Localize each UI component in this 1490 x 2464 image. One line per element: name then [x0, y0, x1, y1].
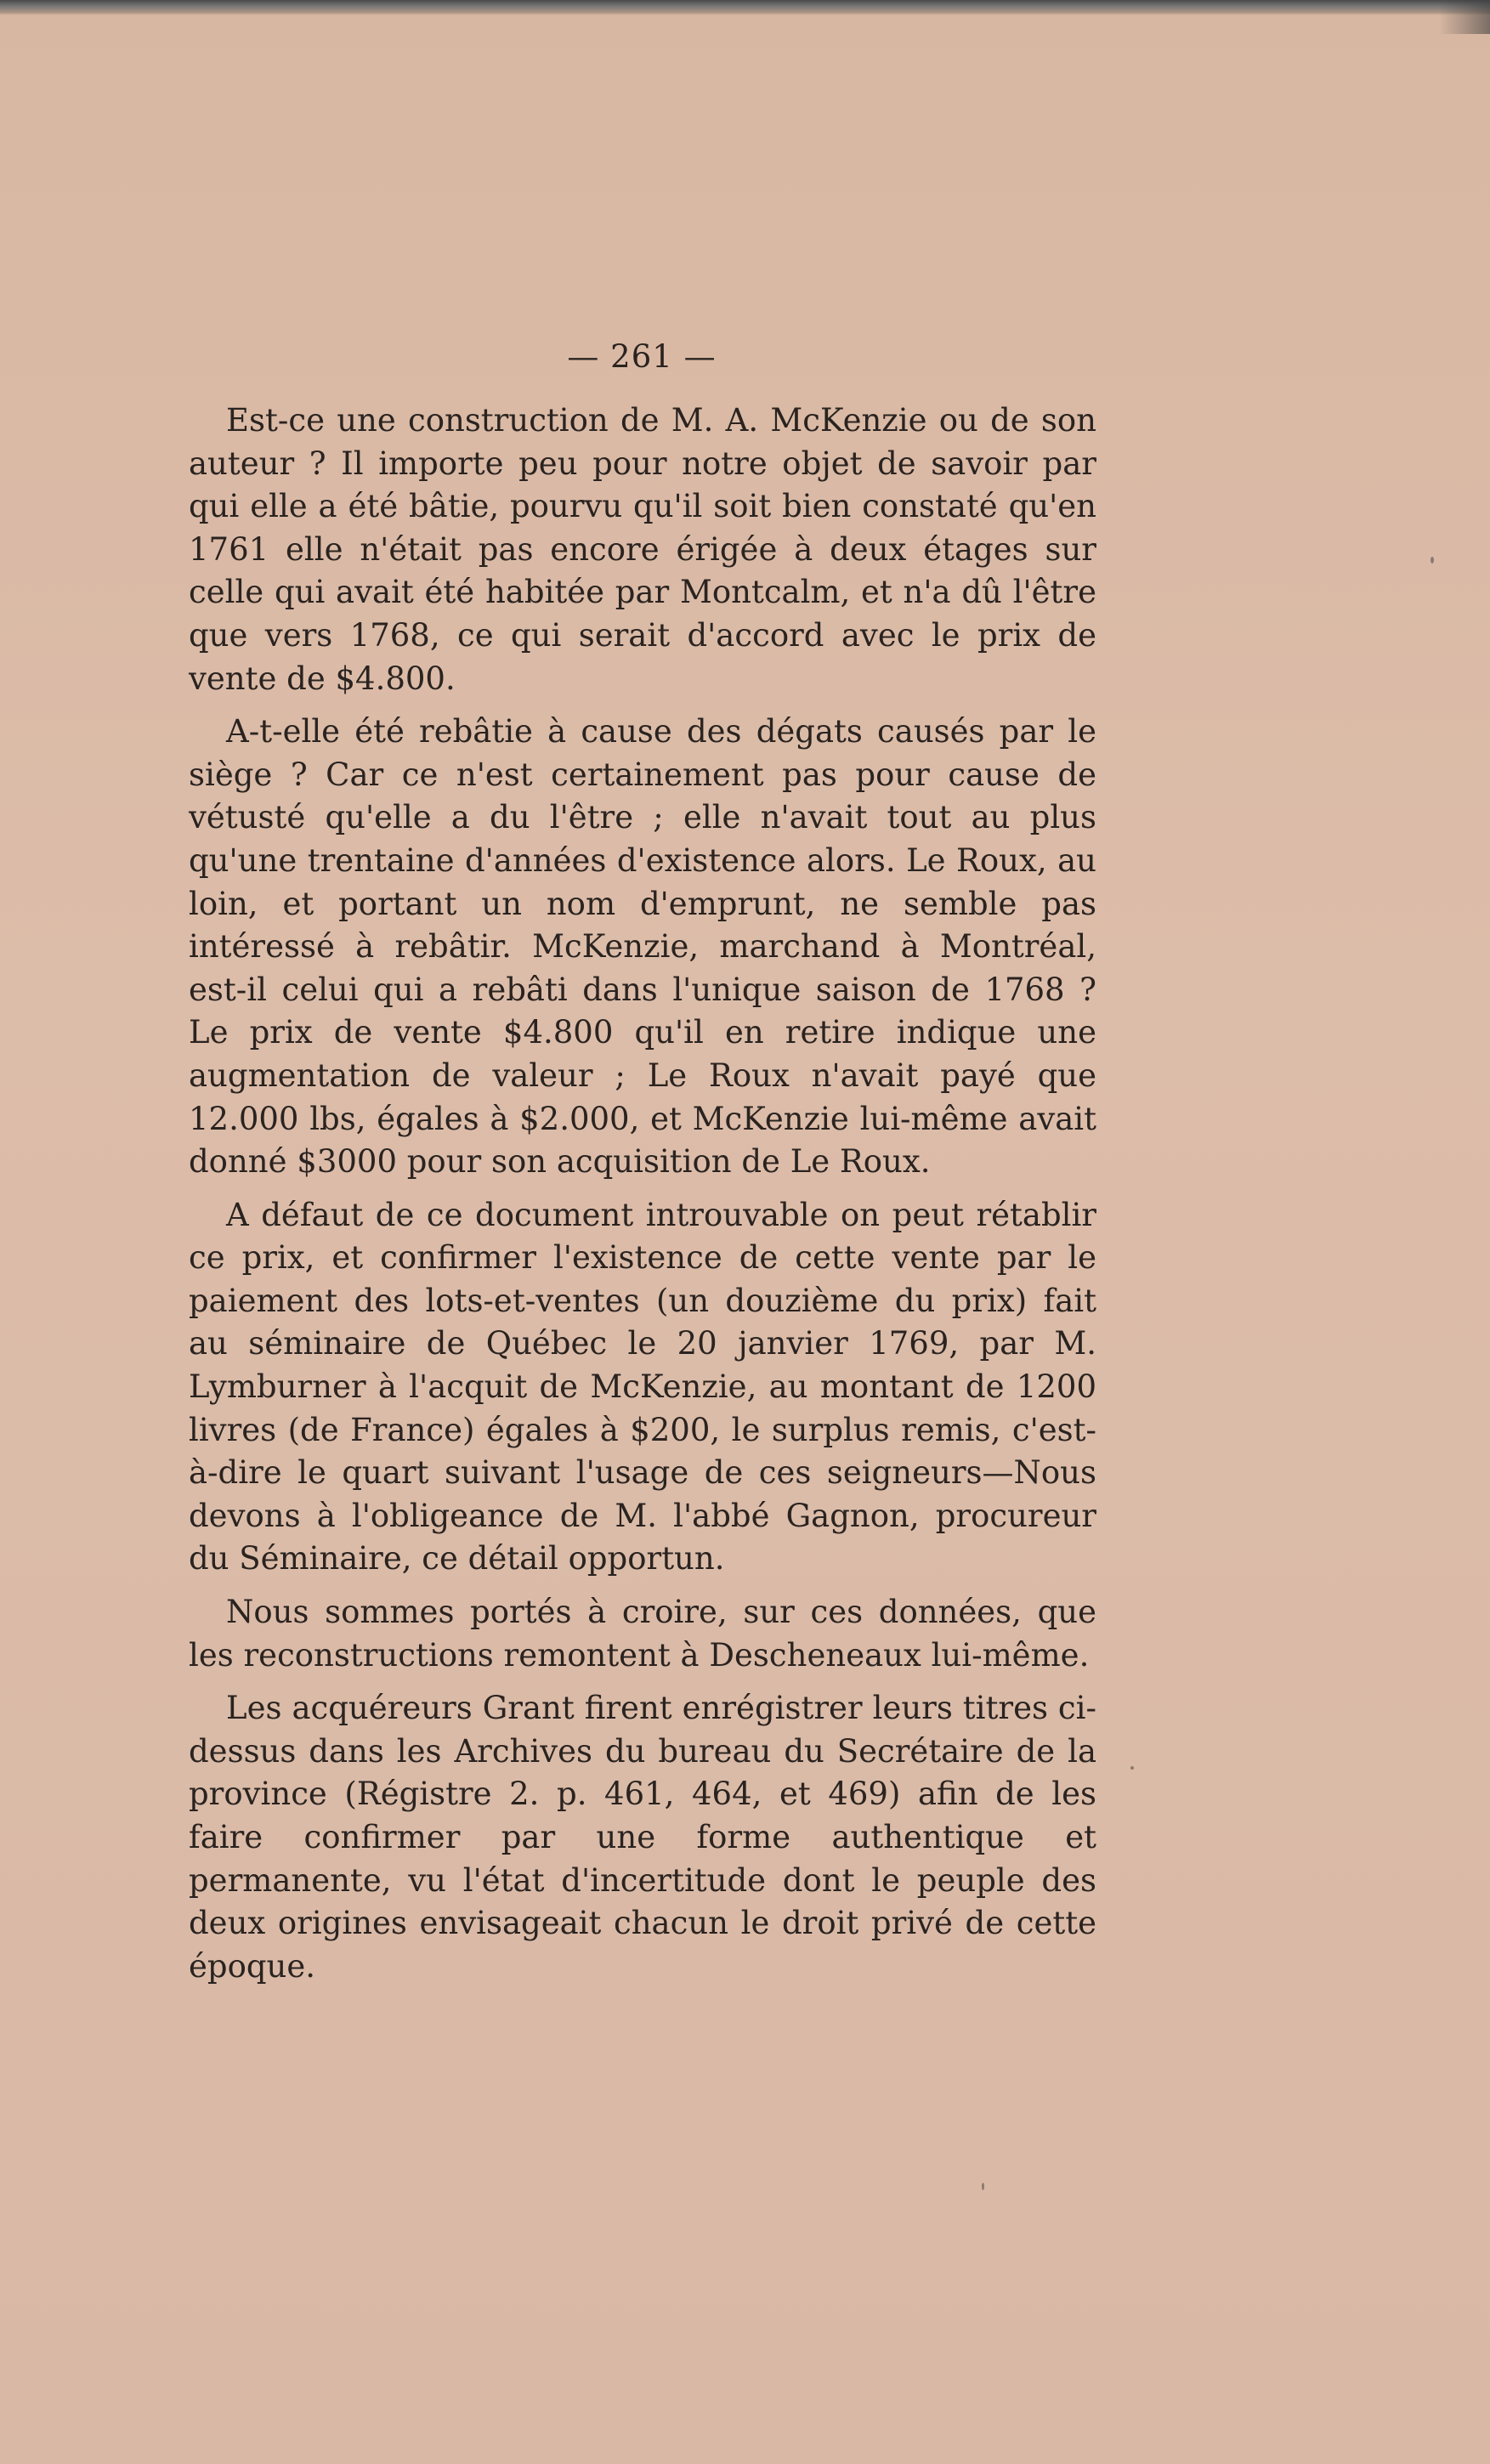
paper-speck: [1130, 1766, 1134, 1770]
paragraph-1: Est-ce une construction de M. A. McKenzie ou de son auteur ? Il importe peu pour notre objet de savoir par qui elle a été bâtie, pourvu qu'il soit bien constaté qu'en 1761 elle n'était pas encore érigée à deux étages sur celle qui avait été habitée par Montcalm, et n'a dû l'être que vers 1768, ce qui serait d'accord avec le prix de vente de $4.800.: [189, 402, 1096, 697]
page-number: — 261 —: [567, 338, 717, 375]
paragraph-2: A-t-elle été rebâtie à cause des dégats causés par le siège ? Car ce n'est certainement pas pour cause de vétusté qu'elle a du l'être ; elle n'avait tout au plus qu'une trentaine d'années d'existence alors. Le Roux, au loin, et portant un nom d'emprunt, ne semble pas intéressé à rebâtir. McKenzie, marchand à Montréal, est-il celui qui a rebâti dans l'unique saison de 1768 ? Le prix de vente $4.800 qu'il en retire indique une augmentation de valeur ; Le Roux n'avait payé que 12.000 lbs, égales à $2.000, et McKenzie lui-même avait donné $3000 pour son acquisition de Le Roux.: [189, 713, 1096, 1181]
paragraph-3: A défaut de ce document introuvable on peut rétablir ce prix, et confirmer l'existence de cette vente par le paiement des lots-et-ventes (un douzième du prix) fait au séminaire de Québec le 20 janvier 1769, par M. Lymburner à l'acquit de McKenzie, au montant de 1200 livres (de France) égales à $200, le surplus remis, c'est-à-dire le quart suivant l'usage de ces seigneurs—Nous devons à l'obligeance de M. l'abbé Gagnon, procureur du Séminaire, ce détail opportun.: [189, 1196, 1096, 1578]
body-text: [189, 399, 1096, 1998]
paragraph-4: Nous sommes portés à croire, sur ces données, que les reconstructions remontent à Descheneaux lui-même.: [189, 1594, 1096, 1674]
page-corner-shadow: [1439, 0, 1490, 34]
paragraph-5: Les acquéreurs Grant firent enrégistrer leurs titres ci-dessus dans les Archives du bureau du Secrétaire de la province (Régistre 2. p. 461, 464, et 469) afin de les faire confirmer par une forme authentique et permanente, vu l'état d'incertitude dont le peuple des deux origines envisageait chacun le droit privé de cette époque.: [189, 1690, 1096, 1985]
page-top-edge: [0, 0, 1490, 15]
paper-speck: [1431, 557, 1434, 564]
paper-speck: [982, 2183, 984, 2190]
